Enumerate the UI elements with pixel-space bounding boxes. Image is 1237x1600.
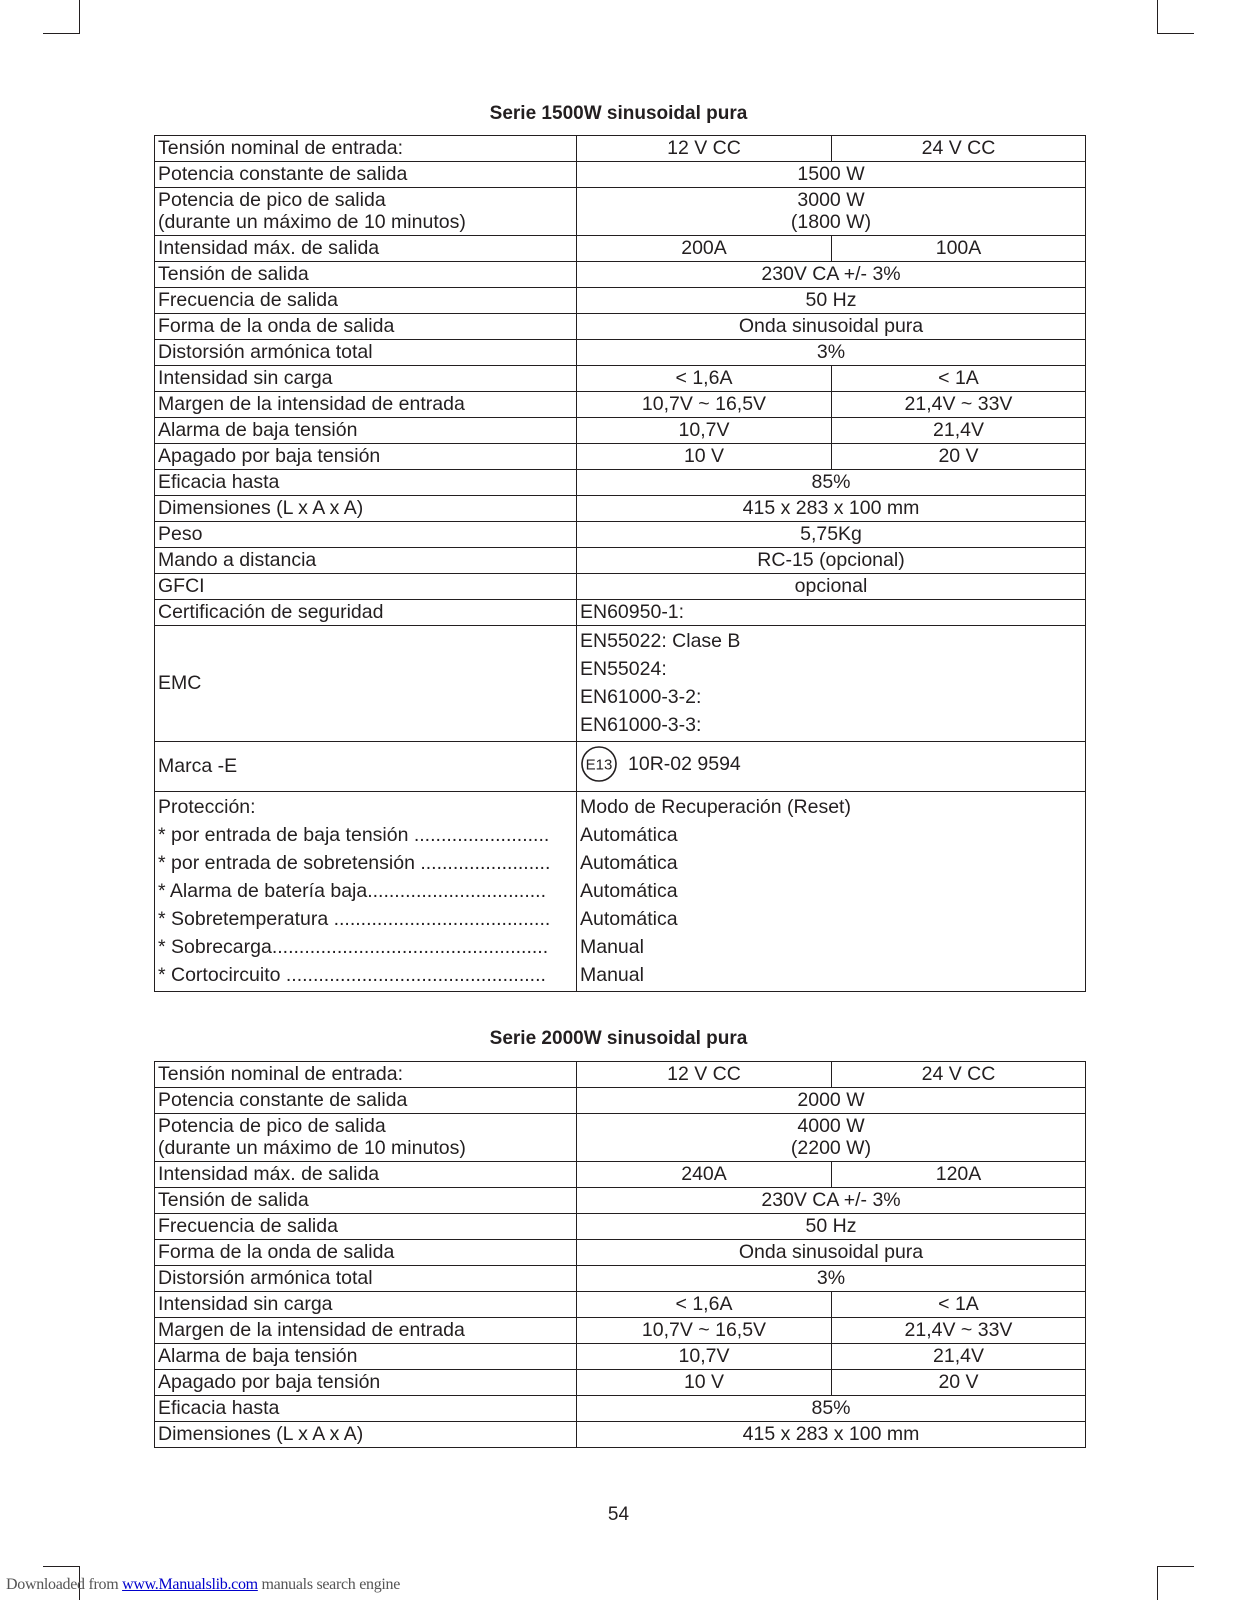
value-12v: 10,7V	[577, 418, 832, 444]
table-row	[155, 288, 1086, 314]
row-label: Eficacia hasta	[155, 470, 577, 496]
row-label: Dimensiones (L x A x A)	[155, 496, 577, 522]
emc-standards	[577, 626, 1086, 742]
row-value-line: 4000 W	[797, 1115, 865, 1137]
value-12v: 10 V	[577, 444, 832, 470]
protection-item: * por entrada de sobretensión ........................	[158, 852, 551, 874]
table-row	[155, 548, 1086, 574]
value-24v: 20 V	[832, 444, 1086, 470]
crop-mark-top-right-vertical	[1157, 0, 1158, 34]
row-label: Marca -E	[155, 742, 577, 792]
row-label: Potencia constante de salida	[155, 1088, 577, 1114]
row-value: 3%	[577, 340, 1086, 366]
value-12v: 10,7V ~ 16,5V	[577, 392, 832, 418]
table-row	[155, 1292, 1086, 1318]
row-label: Forma de la onda de salida	[155, 314, 577, 340]
value-24v: 20 V	[832, 1370, 1086, 1396]
value-24v: 21,4V ~ 33V	[832, 392, 1086, 418]
row-label: Dimensiones (L x A x A)	[155, 1422, 577, 1448]
row-label-line: Potencia de pico de salida	[158, 189, 386, 211]
footer-suffix: manuals search engine	[257, 1576, 401, 1593]
page-number: 54	[607, 1504, 630, 1525]
table-row	[155, 600, 1086, 626]
manualslib-link[interactable]: www.Manualslib.com	[122, 1576, 258, 1593]
table-row	[155, 444, 1086, 470]
table-row	[155, 418, 1086, 444]
row-label: Frecuencia de salida	[155, 1214, 577, 1240]
value-12v: 240A	[577, 1162, 832, 1188]
protection-mode: Automática	[580, 908, 678, 930]
row-label-line: (durante un máximo de 10 minutos)	[158, 211, 466, 233]
row-value: RC-15 (opcional)	[577, 548, 1086, 574]
protection-modes	[577, 792, 1086, 992]
table-row	[155, 1240, 1086, 1266]
emc-standard: EN55022: Clase B	[580, 630, 741, 652]
row-value: Onda sinusoidal pura	[577, 314, 1086, 340]
row-value: 85%	[577, 1396, 1086, 1422]
protection-item: * Cortocircuito ................................................	[158, 964, 546, 986]
value-12v: 10,7V	[577, 1344, 832, 1370]
crop-mark-bottom-left-horizontal	[43, 1566, 80, 1567]
table-row-protection	[155, 792, 1086, 992]
value-12v: < 1,6A	[577, 366, 832, 392]
row-value: 415 x 283 x 100 mm	[577, 1422, 1086, 1448]
row-label: Forma de la onda de salida	[155, 1240, 577, 1266]
row-label: Distorsión armónica total	[155, 340, 577, 366]
value-12v: < 1,6A	[577, 1292, 832, 1318]
download-footer	[6, 1576, 400, 1594]
value-24v: 24 V CC	[832, 136, 1086, 162]
row-value: 415 x 283 x 100 mm	[577, 496, 1086, 522]
table1-title: Serie 1500W sinusoidal pura	[489, 103, 748, 124]
value-24v: 21,4V ~ 33V	[832, 1318, 1086, 1344]
svg-text:E13: E13	[585, 756, 613, 773]
row-label: Apagado por baja tensión	[155, 444, 577, 470]
table-row	[155, 1266, 1086, 1292]
table-row	[155, 496, 1086, 522]
protection-item: * Alarma de batería baja.................................	[158, 880, 547, 902]
value-12v: 10 V	[577, 1370, 832, 1396]
emc-standard: EN61000-3-3:	[580, 714, 702, 736]
row-label: Peso	[155, 522, 577, 548]
crop-mark-bottom-right-horizontal	[1157, 1566, 1194, 1567]
protection-mode: Automática	[580, 852, 678, 874]
table2-title: Serie 2000W sinusoidal pura	[489, 1028, 748, 1049]
row-value: 230V CA +/- 3%	[577, 1188, 1086, 1214]
protection-item: * Sobrecarga...................................................	[158, 936, 549, 958]
value-24v: < 1A	[832, 366, 1086, 392]
row-label: Potencia constante de salida	[155, 162, 577, 188]
row-label: Mando a distancia	[155, 548, 577, 574]
row-value: 5,75Kg	[577, 522, 1086, 548]
row-value: 230V CA +/- 3%	[577, 262, 1086, 288]
table-row	[155, 366, 1086, 392]
row-label	[155, 188, 577, 236]
row-value: 50 Hz	[577, 1214, 1086, 1240]
table-row	[155, 314, 1086, 340]
row-label-line: Potencia de pico de salida	[158, 1115, 386, 1137]
table-row	[155, 1344, 1086, 1370]
value-24v: 21,4V	[832, 418, 1086, 444]
row-label: Tensión nominal de entrada:	[155, 136, 577, 162]
row-value	[577, 1114, 1086, 1162]
value-24v: < 1A	[832, 1292, 1086, 1318]
protection-heading: Protección:	[158, 796, 256, 818]
emark-value	[577, 742, 1086, 792]
value-12v: 12 V CC	[577, 1062, 832, 1088]
footer-prefix: Downloaded from	[6, 1576, 123, 1593]
table-row	[155, 162, 1086, 188]
spec-table-1500w	[154, 135, 1086, 992]
table-row-emark	[155, 742, 1086, 792]
row-value-line: 3000 W	[797, 189, 865, 211]
value-12v: 10,7V ~ 16,5V	[577, 1318, 832, 1344]
emark-number: 10R-02 9594	[628, 752, 741, 775]
value-24v: 120A	[832, 1162, 1086, 1188]
table-row	[155, 136, 1086, 162]
row-value-line: (2200 W)	[790, 1137, 872, 1159]
spec-table-2000w	[154, 1061, 1086, 1448]
row-label: Margen de la intensidad de entrada	[155, 1318, 577, 1344]
table-row	[155, 1318, 1086, 1344]
emc-standard: EN55024:	[580, 658, 667, 680]
row-value: 85%	[577, 470, 1086, 496]
table-row	[155, 262, 1086, 288]
table-row	[155, 340, 1086, 366]
table-row	[155, 1062, 1086, 1088]
row-label: Frecuencia de salida	[155, 288, 577, 314]
row-label: Distorsión armónica total	[155, 1266, 577, 1292]
table-row	[155, 574, 1086, 600]
table-row	[155, 236, 1086, 262]
table-row	[155, 1370, 1086, 1396]
row-value: 3%	[577, 1266, 1086, 1292]
value-12v: 12 V CC	[577, 136, 832, 162]
value-24v: 24 V CC	[832, 1062, 1086, 1088]
value-24v: 100A	[832, 236, 1086, 262]
table-row	[155, 188, 1086, 236]
row-label: Intensidad máx. de salida	[155, 1162, 577, 1188]
crop-mark-top-right-horizontal	[1157, 33, 1194, 34]
row-label: Alarma de baja tensión	[155, 418, 577, 444]
row-label: EMC	[155, 626, 577, 742]
e13-mark-icon	[580, 745, 618, 783]
row-label: Intensidad máx. de salida	[155, 236, 577, 262]
row-label: Intensidad sin carga	[155, 366, 577, 392]
row-value: Onda sinusoidal pura	[577, 1240, 1086, 1266]
value-24v: 21,4V	[832, 1344, 1086, 1370]
protection-mode: Manual	[580, 964, 644, 986]
protection-labels	[155, 792, 577, 992]
row-value: 50 Hz	[577, 288, 1086, 314]
protection-mode: Automática	[580, 880, 678, 902]
row-value: 1500 W	[577, 162, 1086, 188]
table-row	[155, 392, 1086, 418]
row-value	[577, 188, 1086, 236]
table-row	[155, 522, 1086, 548]
row-label	[155, 1114, 577, 1162]
table-row	[155, 1396, 1086, 1422]
row-label: Apagado por baja tensión	[155, 1370, 577, 1396]
row-label: Eficacia hasta	[155, 1396, 577, 1422]
table-row-emc	[155, 626, 1086, 742]
protection-item: * Sobretemperatura ........................................	[158, 908, 551, 930]
protection-item: * por entrada de baja tensión .........................	[158, 824, 550, 846]
protection-mode: Automática	[580, 824, 678, 846]
row-value: EN60950-1:	[577, 600, 1086, 626]
value-12v: 200A	[577, 236, 832, 262]
crop-mark-bottom-right-vertical	[1157, 1566, 1158, 1600]
row-label-line: (durante un máximo de 10 minutos)	[158, 1137, 466, 1159]
table-row	[155, 1422, 1086, 1448]
row-label: Tensión nominal de entrada:	[155, 1062, 577, 1088]
row-label: GFCI	[155, 574, 577, 600]
table-row	[155, 470, 1086, 496]
table-row	[155, 1188, 1086, 1214]
crop-mark-top-left-horizontal	[43, 33, 80, 34]
row-value: 2000 W	[577, 1088, 1086, 1114]
protection-mode-heading: Modo de Recuperación (Reset)	[580, 796, 851, 818]
table-row	[155, 1114, 1086, 1162]
row-label: Tensión de salida	[155, 1188, 577, 1214]
table-row	[155, 1214, 1086, 1240]
row-label: Alarma de baja tensión	[155, 1344, 577, 1370]
table-row	[155, 1162, 1086, 1188]
row-label: Intensidad sin carga	[155, 1292, 577, 1318]
row-label: Certificación de seguridad	[155, 600, 577, 626]
emc-standard: EN61000-3-2:	[580, 686, 702, 708]
table-row	[155, 1088, 1086, 1114]
crop-mark-top-left-vertical	[79, 0, 80, 34]
row-value-line: (1800 W)	[790, 211, 872, 233]
row-value: opcional	[577, 574, 1086, 600]
row-label: Margen de la intensidad de entrada	[155, 392, 577, 418]
protection-mode: Manual	[580, 936, 644, 958]
row-label: Tensión de salida	[155, 262, 577, 288]
